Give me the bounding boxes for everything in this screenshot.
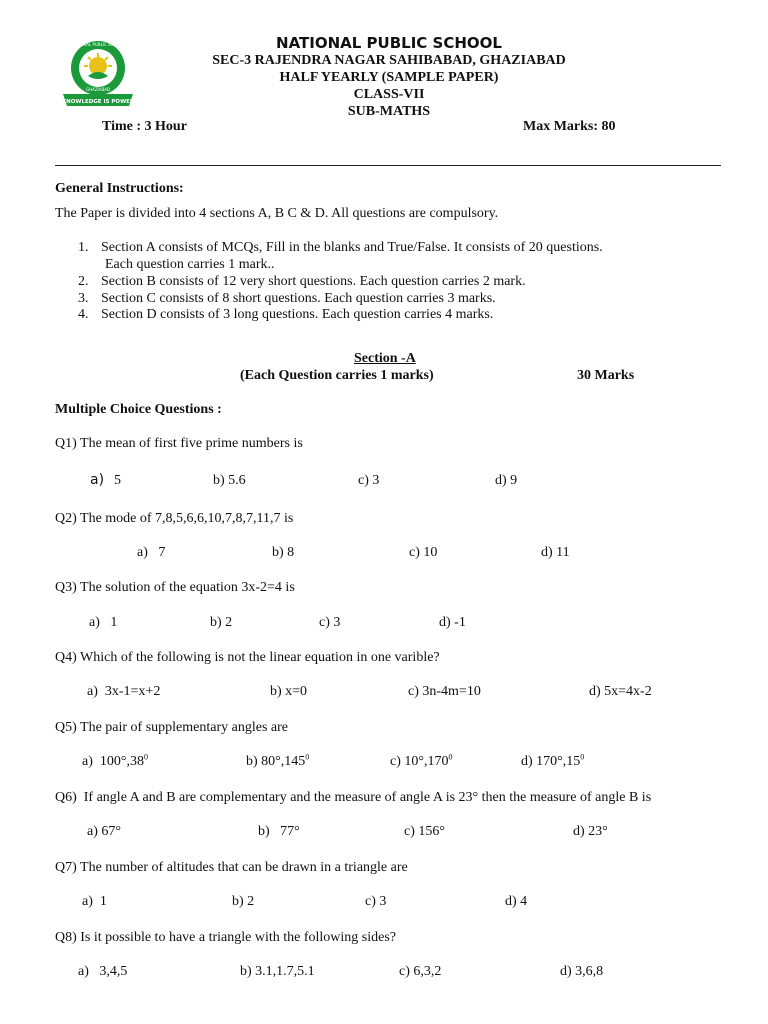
option-d: d) -1 [439, 615, 466, 630]
instruction-number: 4. [78, 307, 89, 322]
question-text: Q8) Is it possible to have a triangle with the following sides? [55, 930, 396, 945]
option-d: d) 11 [541, 545, 570, 560]
max-marks-label: Max Marks: 80 [523, 119, 616, 134]
option-b: b) 5.6 [213, 473, 246, 488]
instruction-item: Section A consists of MCQs, Fill in the blanks and True/False. It consists of 20 questions. [101, 240, 603, 255]
instructions-heading: General Instructions: [55, 181, 184, 196]
option-a: a) $100^\circ,38^0$ [82, 752, 148, 769]
instruction-number: 1. [78, 240, 89, 255]
logo-ribbon-text: KNOWLEDGE IS POWER [61, 99, 135, 105]
option-a: a) 7 [137, 545, 166, 560]
option-a: a) 3x-1=x+2 [87, 684, 161, 699]
option-d: d) 3,6,8 [560, 964, 604, 979]
school-name: NATIONAL PUBLIC SCHOOL [276, 34, 502, 52]
option-b: b) 2 [210, 615, 233, 630]
exam-title: HALF YEARLY (SAMPLE PAPER) [279, 70, 499, 85]
subject-label: SUB-MATHS [347, 104, 431, 119]
question-text: Q7) The number of altitudes that can be drawn in a triangle are [55, 860, 408, 875]
option-d: d) $170^\circ,15^0$ [521, 752, 585, 769]
option-d: d) 4 [505, 894, 528, 909]
option-b: b) 3.1,1.7,5.1 [240, 964, 315, 979]
option-a: 5 [114, 473, 121, 488]
section-subtitle: (Each Question carries 1 marks) [240, 368, 434, 383]
mcq-heading: Multiple Choice Questions : [55, 402, 222, 417]
option-c: c) 3 [365, 894, 387, 909]
logo-top-text: NATIONAL PUBLIC SCHOOL [71, 42, 125, 47]
question-text: Q1) The mean of first five prime numbers is [55, 436, 303, 451]
section-marks: 30 Marks [577, 368, 635, 383]
instruction-item: Section D consists of 3 long questions. Each question carries 4 marks. [101, 307, 494, 322]
option-d: d) 9 [495, 473, 518, 488]
header-divider [55, 165, 721, 166]
question-text: Q5) The pair of supplementary angles are [55, 720, 288, 735]
option-a: a) 1 [89, 615, 118, 630]
question-text: Q3) The solution of the equation 3x-2=4 is [55, 580, 295, 595]
option-a: a) 67° [87, 824, 121, 839]
question-text: Q6) If angle A and B are complementary and the measure of angle A is 23° then the measure of angle B is [55, 790, 652, 805]
option-b: b) 80°,145$^0$ [246, 752, 310, 769]
instruction-number: 2. [78, 274, 89, 289]
question-text: Q4) Which of the following is not the linear equation in one varible? [55, 650, 440, 665]
instruction-number: 3. [78, 291, 89, 306]
time-label: Time : 3 Hour [102, 119, 187, 134]
option-a-label: a) [90, 472, 105, 488]
option-b: b) 77° [258, 824, 300, 839]
instruction-item: Section C consists of 8 short questions. Each question carries 3 marks. [101, 291, 496, 306]
option-c: c) 6,3,2 [399, 964, 442, 979]
option-c: c) 156° [404, 824, 445, 839]
option-b: b) x=0 [270, 684, 308, 699]
option-d: d) 5x=4x-2 [589, 684, 652, 699]
option-c: c) 10°,170$^0$ [390, 752, 453, 769]
option-b: b) 8 [272, 545, 295, 560]
option-c: c) 3n-4m=10 [408, 684, 481, 699]
option-d: d) 23° [573, 824, 608, 839]
option-a: a) 1 [82, 894, 107, 909]
option-b: b) 2 [232, 894, 255, 909]
school-address: SEC-3 RAJENDRA NAGAR SAHIBABAD, GHAZIABAD [212, 53, 566, 68]
section-title: Section -A [354, 351, 416, 366]
class-label: CLASS-VII [353, 87, 425, 102]
option-a: a) 3,4,5 [78, 964, 128, 979]
instructions-intro: The Paper is divided into 4 sections A, B C & D. All questions are compulsory. [55, 206, 499, 221]
instruction-item-continued: Each question carries 1 mark.. [105, 257, 275, 272]
instruction-item: Section B consists of 12 very short questions. Each question carries 2 mark. [101, 274, 526, 289]
option-c: c) 3 [358, 473, 380, 488]
question-text: Q2) The mode of 7,8,5,6,6,10,7,8,7,11,7 is [55, 511, 294, 526]
option-c: c) 10 [409, 545, 438, 560]
option-c: c) 3 [319, 615, 341, 630]
logo-bottom-text: GHAZIABAD [85, 87, 111, 92]
